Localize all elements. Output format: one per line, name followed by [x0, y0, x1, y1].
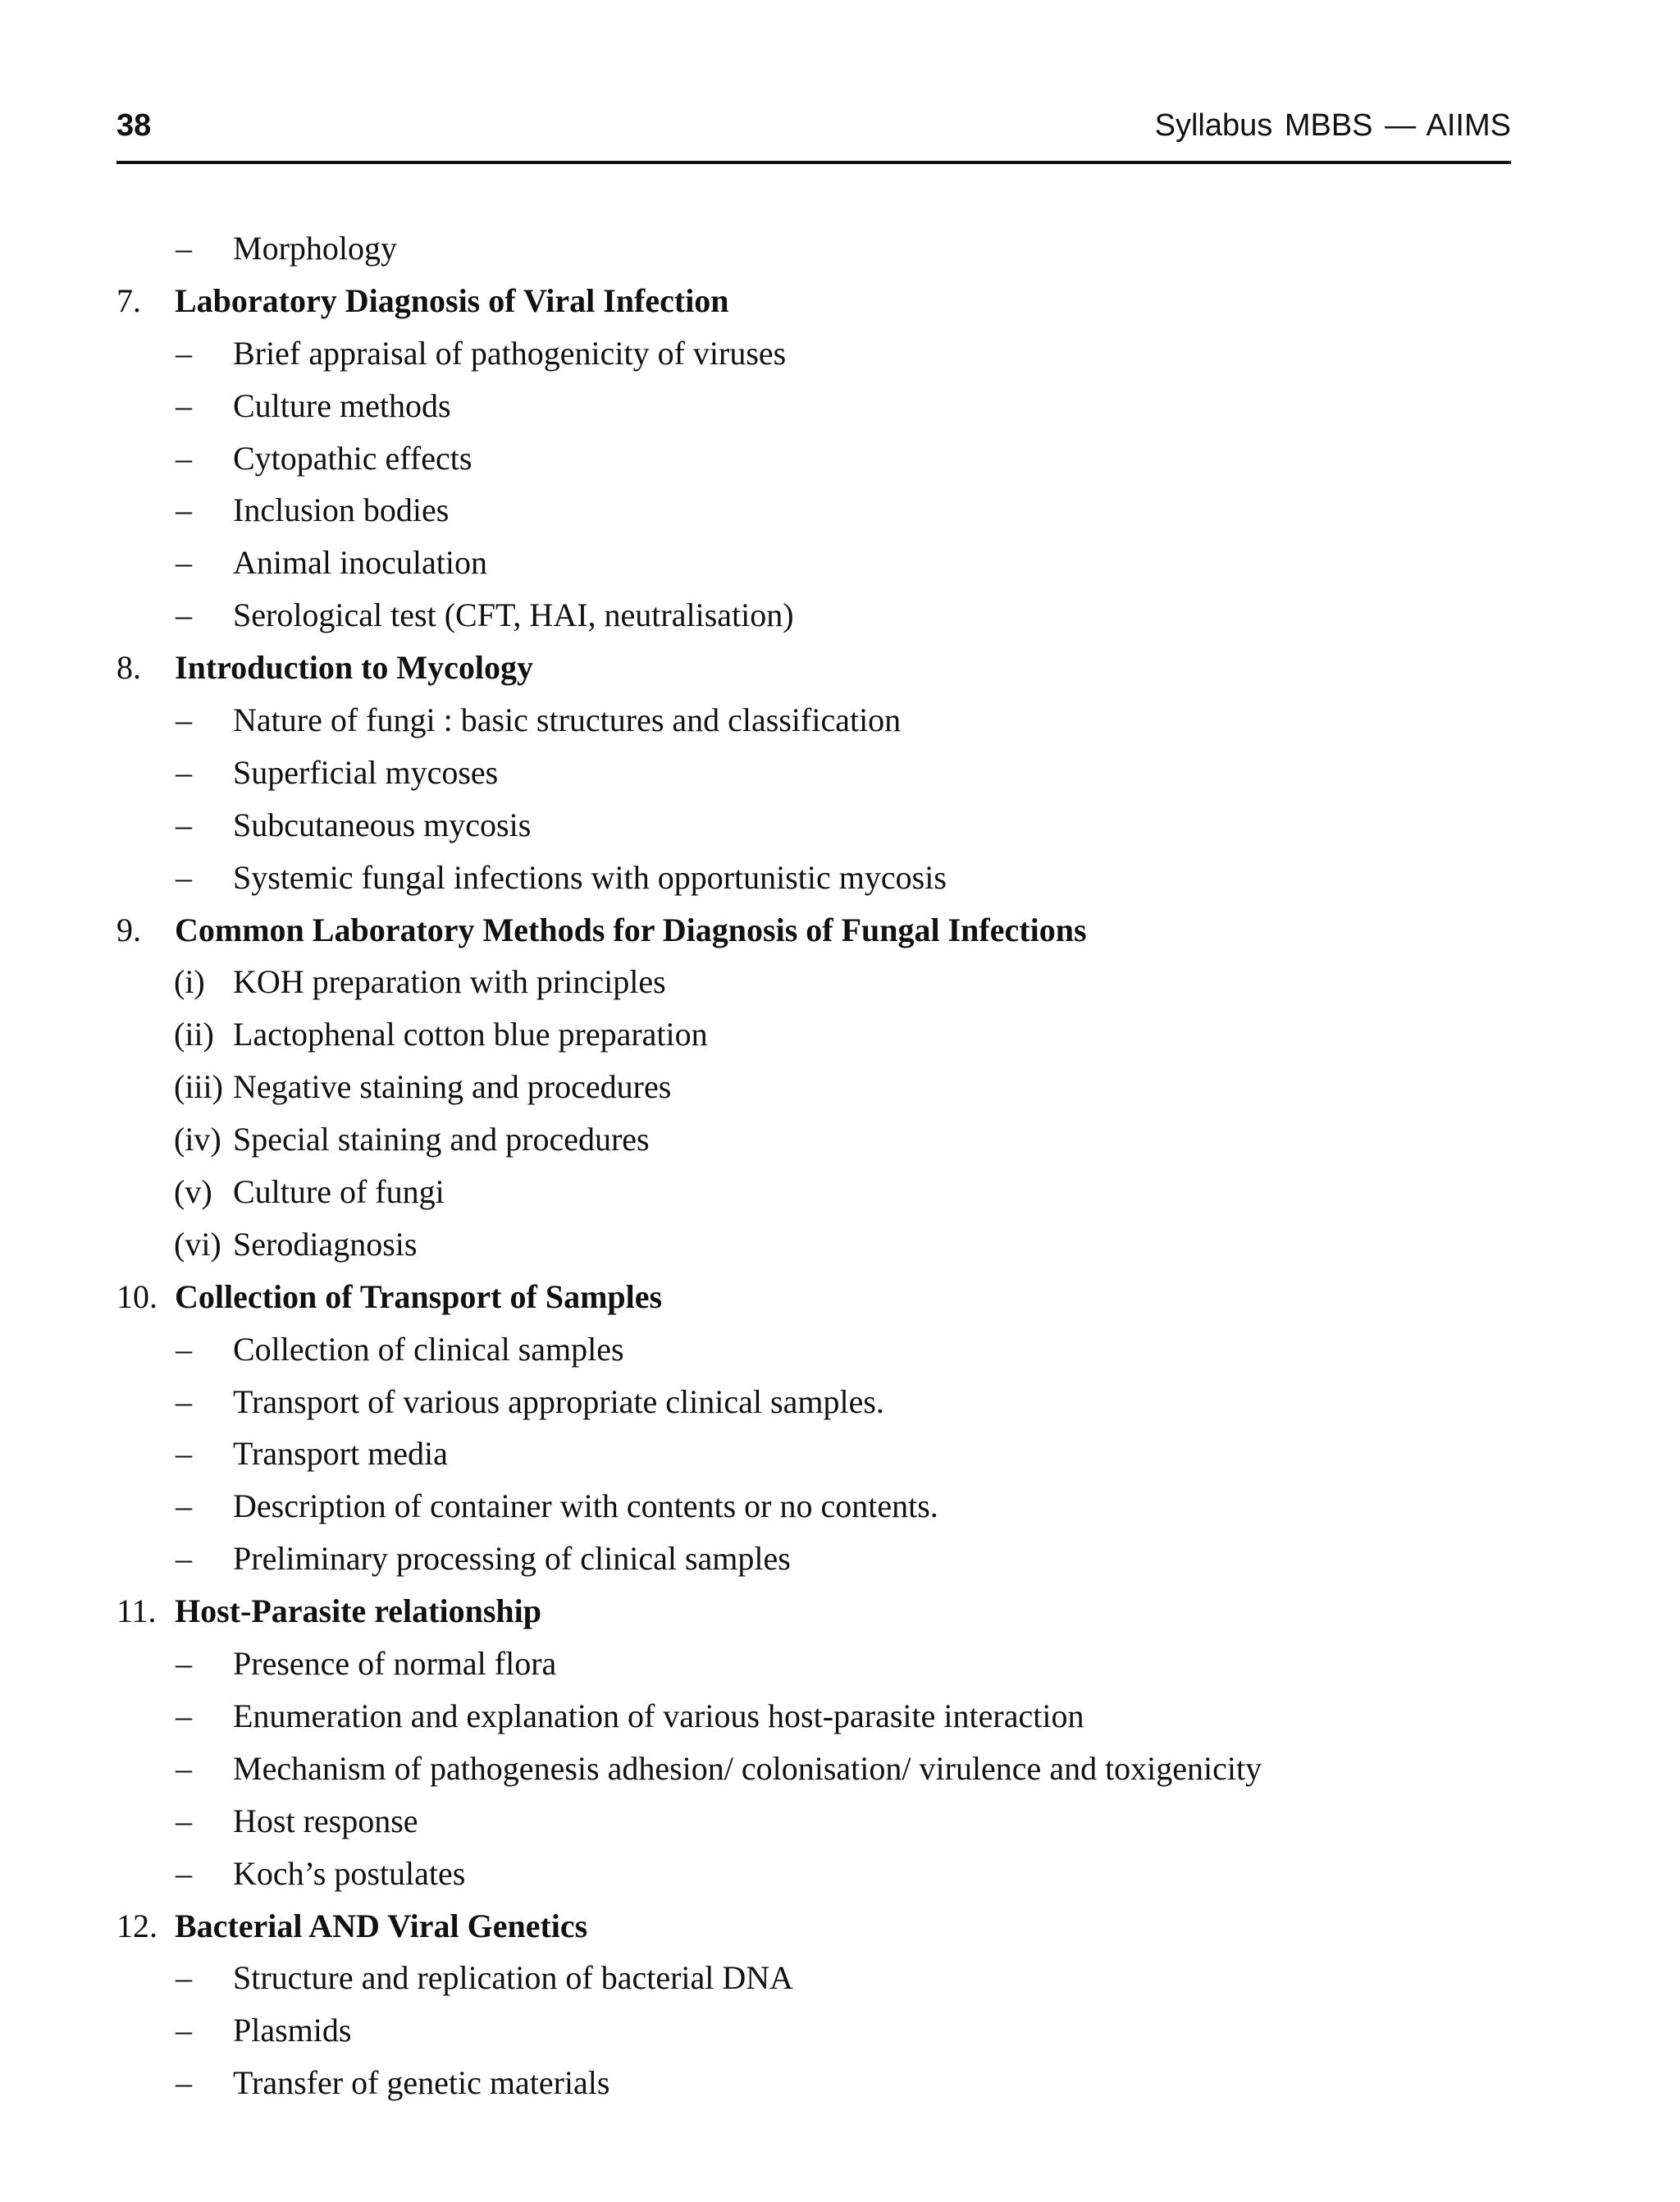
- item-text: Culture methods: [233, 386, 451, 424]
- item-text: Presence of normal flora: [233, 1645, 557, 1683]
- item-text: Lactophenal cotton blue preparation: [233, 1016, 708, 1053]
- dash-bullet: –: [176, 1487, 192, 1525]
- dash-bullet: –: [176, 1802, 192, 1839]
- list-item: [116, 750, 1511, 802]
- dash-bullet: –: [176, 1645, 192, 1683]
- list-item: [116, 1483, 1511, 1536]
- section-heading: [116, 1903, 1511, 1956]
- list-item: [116, 1431, 1511, 1483]
- section-title: Common Laboratory Methods for Diagnosis of Fungal Infections: [175, 911, 1087, 948]
- header-divider: [116, 161, 1511, 164]
- item-text: Special staining and procedures: [233, 1121, 650, 1158]
- dash-bullet: –: [176, 858, 192, 896]
- list-item: [116, 2008, 1511, 2060]
- section-number: 10.: [116, 1277, 158, 1315]
- dash-bullet: –: [176, 1540, 192, 1578]
- item-text: Transport media: [233, 1435, 448, 1473]
- list-item: [116, 331, 1511, 383]
- dash-bullet: –: [176, 806, 192, 843]
- dash-bullet: –: [176, 2012, 192, 2049]
- list-item: [116, 1222, 1511, 1274]
- dash-bullet: –: [176, 1854, 192, 1892]
- dash-bullet: –: [176, 753, 192, 791]
- dash-bullet: –: [176, 230, 192, 267]
- list-item: [116, 1169, 1511, 1222]
- roman-numeral: (vi): [174, 1225, 221, 1263]
- item-text: Description of container with contents or no contents.: [233, 1487, 938, 1525]
- item-text: Serological test (CFT, HAI, neutralisation): [233, 596, 794, 634]
- list-item: [116, 1117, 1511, 1169]
- list-item: [116, 1012, 1511, 1064]
- item-text: Host response: [233, 1802, 418, 1839]
- list-item: [116, 697, 1511, 750]
- list-item: [116, 1064, 1511, 1117]
- section-heading: [116, 278, 1511, 331]
- list-item: [116, 436, 1511, 488]
- section-number: 12.: [116, 1907, 158, 1944]
- list-item: [116, 1327, 1511, 1379]
- section-heading: [116, 645, 1511, 697]
- roman-numeral: (ii): [174, 1016, 214, 1053]
- section-heading: [116, 907, 1511, 960]
- dash-bullet: –: [176, 701, 192, 739]
- dash-bullet: –: [176, 596, 192, 634]
- section-title: Collection of Transport of Samples: [175, 1277, 663, 1315]
- section-number: 9.: [116, 911, 141, 948]
- item-text: Plasmids: [233, 2012, 352, 2049]
- page-header: [116, 108, 1511, 154]
- item-text: Transport of various appropriate clinical samples.: [233, 1382, 884, 1420]
- list-item: [116, 1641, 1511, 1693]
- roman-numeral: (iii): [174, 1068, 223, 1106]
- list-item: [116, 1851, 1511, 1903]
- list-item: [116, 2060, 1511, 2113]
- dash-bullet: –: [176, 1697, 192, 1734]
- list-item: [116, 487, 1511, 540]
- section-title: Introduction to Mycology: [175, 649, 534, 687]
- dash-bullet: –: [176, 386, 192, 424]
- item-text: Serodiagnosis: [233, 1225, 418, 1263]
- syllabus-list: [116, 226, 1511, 2113]
- list-item: [116, 1379, 1511, 1432]
- list-item: [116, 592, 1511, 645]
- item-text: Systemic fungal infections with opportunistic mycosis: [233, 858, 947, 896]
- item-text: Negative staining and procedures: [233, 1068, 672, 1106]
- item-text: Brief appraisal of pathogenicity of viruses: [233, 334, 787, 372]
- item-text: Subcutaneous mycosis: [233, 806, 532, 843]
- item-text: Koch’s postulates: [233, 1854, 466, 1892]
- list-item: [116, 1693, 1511, 1746]
- item-text: Culture of fungi: [233, 1173, 445, 1211]
- item-text: Cytopathic effects: [233, 439, 472, 477]
- list-item: [116, 383, 1511, 436]
- section-number: 11.: [116, 1592, 157, 1630]
- list-item: [116, 802, 1511, 855]
- dash-bullet: –: [176, 1959, 192, 1997]
- section-title: Laboratory Diagnosis of Viral Infection: [175, 281, 729, 319]
- section-title: Host-Parasite relationship: [175, 1592, 542, 1630]
- item-text: Animal inoculation: [233, 544, 487, 582]
- item-text: Enumeration and explanation of various host-parasite interaction: [233, 1697, 1084, 1734]
- section-number: 7.: [116, 281, 141, 319]
- page-number: 38: [116, 108, 152, 143]
- item-text: Inclusion bodies: [233, 491, 450, 529]
- dash-bullet: –: [176, 1435, 192, 1473]
- dash-bullet: –: [176, 334, 192, 372]
- section-heading: [116, 1588, 1511, 1641]
- list-item: [116, 855, 1511, 907]
- dash-bullet: –: [176, 2064, 192, 2102]
- list-item: [116, 1955, 1511, 2008]
- running-title: Syllabus MBBS — AIIMS: [1154, 108, 1511, 143]
- item-text: Preliminary processing of clinical samples: [233, 1540, 791, 1578]
- roman-numeral: (v): [174, 1173, 212, 1211]
- list-item: [116, 1536, 1511, 1588]
- dash-bullet: –: [176, 439, 192, 477]
- item-text: Morphology: [233, 230, 397, 267]
- dash-bullet: –: [176, 1382, 192, 1420]
- roman-numeral: (i): [174, 963, 205, 1001]
- list-item: [116, 1798, 1511, 1851]
- dash-bullet: –: [176, 491, 192, 529]
- item-text: Transfer of genetic materials: [233, 2064, 610, 2102]
- section-number: 8.: [116, 649, 141, 687]
- list-item: [116, 540, 1511, 592]
- section-title: Bacterial AND Viral Genetics: [175, 1907, 588, 1944]
- item-text: Mechanism of pathogenesis adhesion/ colonisation/ virulence and toxigenicity: [233, 1749, 1262, 1787]
- item-text: Structure and replication of bacterial DNA: [233, 1959, 794, 1997]
- section-heading: [116, 1274, 1511, 1327]
- list-item: [116, 226, 1511, 278]
- item-text: Collection of clinical samples: [233, 1330, 624, 1368]
- dash-bullet: –: [176, 544, 192, 582]
- item-text: Superficial mycoses: [233, 753, 499, 791]
- list-item: [116, 959, 1511, 1012]
- dash-bullet: –: [176, 1749, 192, 1787]
- list-item: [116, 1746, 1511, 1798]
- roman-numeral: (iv): [174, 1121, 221, 1158]
- dash-bullet: –: [176, 1330, 192, 1368]
- item-text: Nature of fungi : basic structures and classification: [233, 701, 902, 739]
- item-text: KOH preparation with principles: [233, 963, 666, 1001]
